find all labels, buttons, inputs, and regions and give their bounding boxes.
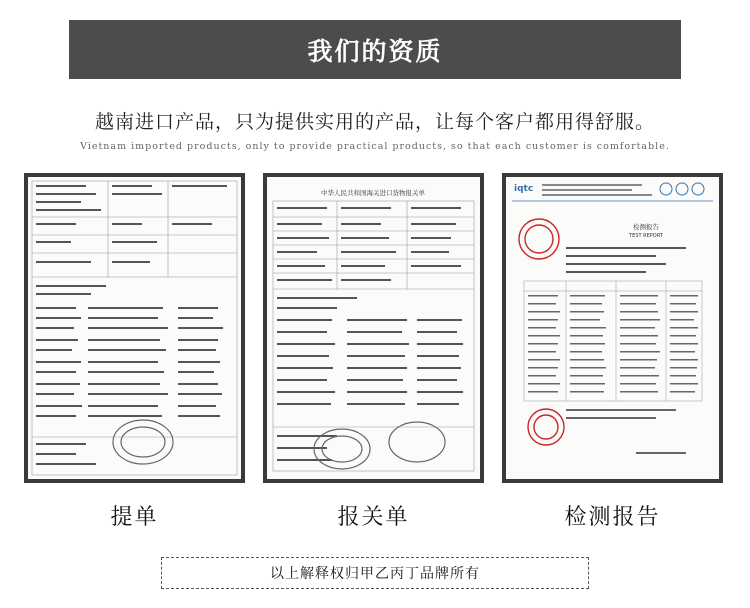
slogan-chinese: 越南进口产品，只为提供实用的产品，让每个客户都用得舒服。 — [94, 111, 655, 133]
bill-of-lading-scan — [28, 177, 241, 479]
caption-customs-declaration: 报关单 — [337, 505, 410, 530]
test-report-scan — [506, 177, 719, 479]
slogan-english: Vietnam imported products, only to provide practical products, so that each customer is comfortable. — [80, 141, 670, 152]
page-title: 我们的资质 — [307, 36, 443, 66]
footer-notice-box — [161, 557, 589, 589]
report-heading: 检测报告 — [633, 223, 659, 231]
red-stamp-icon — [519, 219, 564, 445]
customs-declaration-scan — [267, 177, 480, 479]
title-banner — [69, 20, 681, 79]
customs-declaration-image — [263, 173, 484, 483]
report-heading-english: TEST REPORT — [629, 233, 663, 239]
test-report-image — [502, 173, 723, 483]
footer-notice: 以上解释权归甲乙丙丁品牌所有 — [270, 566, 480, 582]
caption-bill-of-lading: 提单 — [110, 505, 159, 530]
bill-of-lading-image — [24, 173, 245, 483]
customs-stamp-icon — [314, 422, 445, 469]
caption-test-report: 检测报告 — [564, 505, 661, 530]
certification-icons — [660, 183, 704, 195]
stamp-icon — [113, 420, 173, 464]
customs-form-heading: 中华人民共和国海关进口货物报关单 — [321, 189, 425, 197]
iqtc-logo: iqtc — [514, 184, 534, 194]
